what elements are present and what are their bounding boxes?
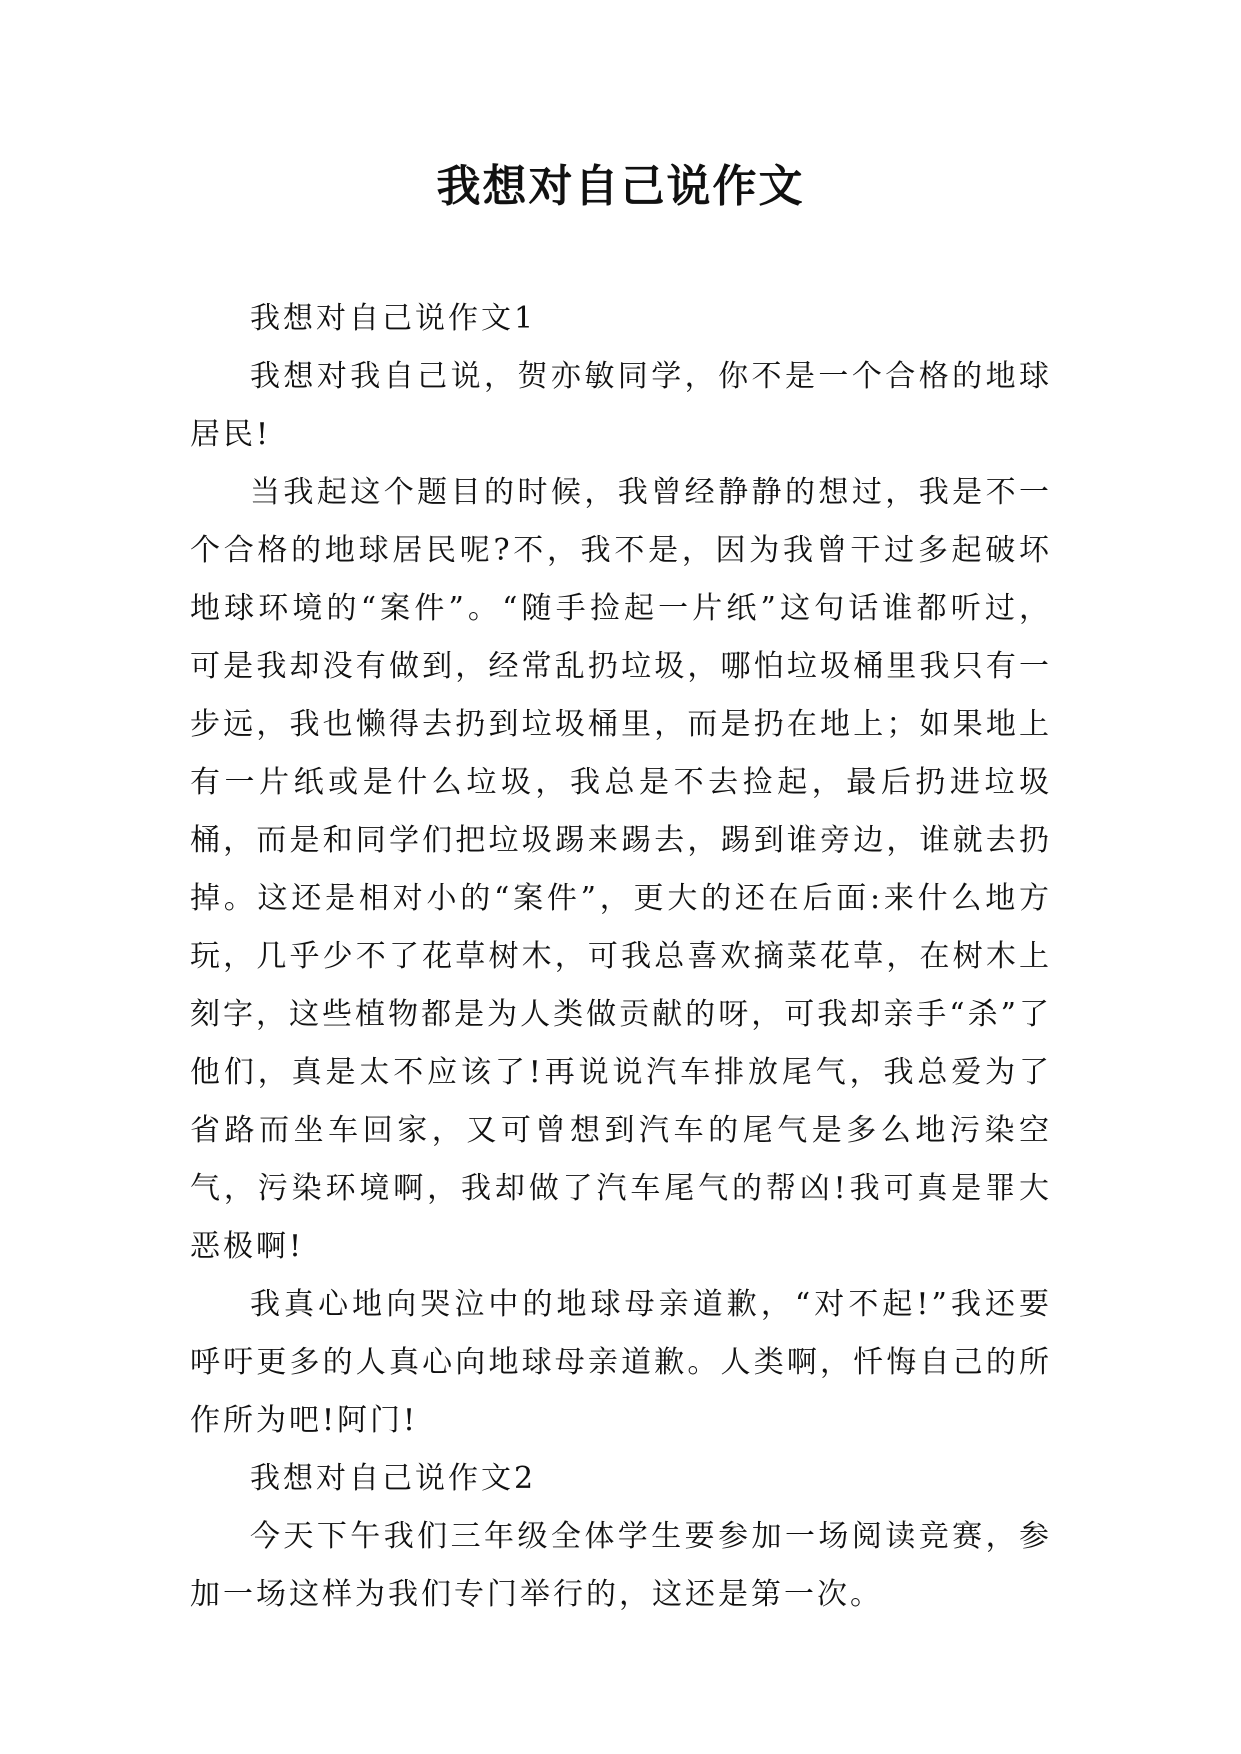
paragraph: 我真心地向哭泣中的地球母亲道歉，“对不起!”我还要呼吁更多的人真心向地球母亲道歉。人类啊，忏悔自己的所作所为吧!阿门!	[190, 1287, 1052, 1438]
document-body	[190, 290, 1052, 1624]
paragraph: 当我起这个题目的时候，我曾经静静的想过，我是不一个合格的地球居民呢?不，我不是，因为我曾干过多起破坏地球环境的“案件”。“随手捡起一片纸”这句话谁都听过，可是我却没有做到，经常乱扔垃圾，哪怕垃圾桶里我只有一步远，我也懒得去扔到垃圾桶里，而是扔在地上；如果地上有一片纸或是什么垃圾，我总是不去捡起，最后扔进垃圾桶，而是和同学们把垃圾踢来踢去，踢到谁旁边，谁就去扔掉。这还是相对小的“案件”，更大的还在后面:来什么地方玩，几乎少不了花草树木，可我总喜欢摘菜花草，在树木上刻字，这些植物都是为人类做贡献的呀，可我却亲手“杀”了他们，真是太不应该了!再说说汽车排放尾气，我总爱为了省路而坐车回家，又可曾想到汽车的尾气是多么地污染空气，污染环境啊，我却做了汽车尾气的帮凶!我可真是罪大恶极啊!	[190, 475, 1052, 1264]
paragraph: 今天下午我们三年级全体学生要参加一场阅读竞赛，参加一场这样为我们专门举行的，这还是第一次。	[190, 1519, 1052, 1612]
essay-heading-1: 我想对自己说作文1	[250, 301, 537, 336]
paragraph: 我想对我自己说，贺亦敏同学，你不是一个合格的地球居民!	[190, 359, 1052, 452]
document-title: 我想对自己说作文	[436, 161, 805, 212]
essay-heading-2: 我想对自己说作文2	[250, 1461, 537, 1496]
